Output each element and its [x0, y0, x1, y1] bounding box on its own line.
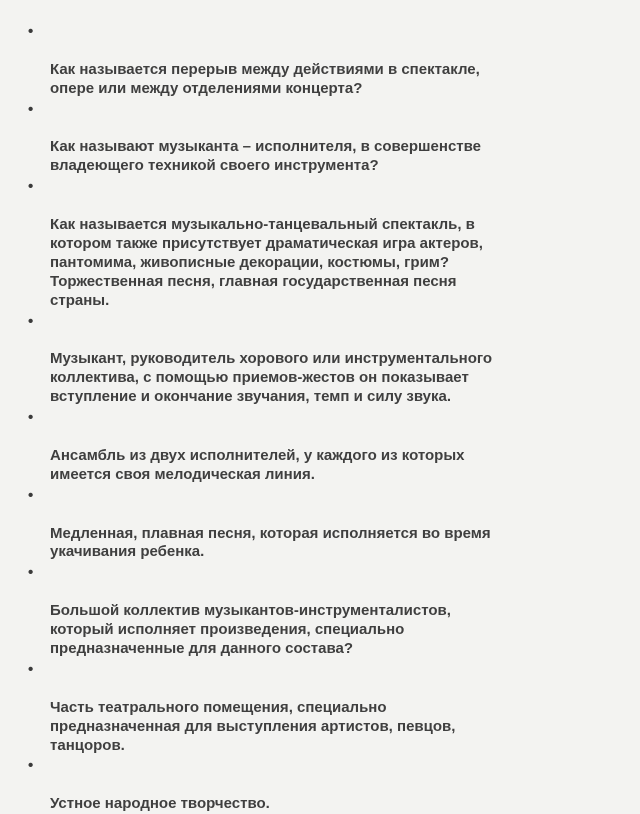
question-list — [28, 23, 620, 814]
question-text-4: Музыкант, руководитель хорового или инструментального коллектива, с помощью приемов-жестов он показывает вступление и окончание звучания, темп и силу звука. — [50, 350, 493, 406]
question-text-8: Часть театрального помещения, специально предназначенная для выступления артистов, певцов, танцоров. — [50, 698, 456, 754]
question-item-6 — [28, 487, 620, 563]
bullet-icon: • — [28, 660, 34, 678]
question-text-9: Устное народное творчество. — [50, 795, 270, 813]
bullet-icon: • — [28, 757, 34, 775]
question-item-9 — [28, 757, 620, 814]
bullet-icon: • — [28, 486, 34, 504]
question-item-1 — [28, 23, 620, 99]
bullet-icon: • — [28, 23, 34, 40]
bullet-icon: • — [28, 312, 34, 330]
question-item-4 — [28, 313, 620, 408]
bullet-icon: • — [28, 100, 34, 118]
question-text-2: Как называют музыканта – исполнителя, в совершенстве владеющего техникой своего инструмента? — [50, 138, 482, 175]
question-item-8 — [28, 661, 620, 756]
bullet-icon: • — [28, 564, 34, 582]
question-text-6: Медленная, плавная песня, которая исполняется во время укачивания ребенка. — [50, 524, 491, 561]
question-item-3 — [28, 178, 620, 310]
question-item-5 — [28, 409, 620, 485]
bullet-icon: • — [28, 178, 34, 196]
question-text-3: Как называется музыкально-танцевальный спектакль, в котором также присутствует драматическая игра актеров, пантомима, живописные декорации, костюмы, грим? Торжественная песня, главная государственная песня страны. — [50, 216, 483, 309]
question-text-5: Ансамбль из двух исполнителей, у каждого из которых имеется своя мелодическая линия. — [50, 446, 465, 483]
question-item-7 — [28, 564, 620, 659]
question-item-2 — [28, 101, 620, 177]
question-text-7: Большой коллектив музыкантов-инструменталистов, который исполняет произведения, специально предназначенные для данного состава? — [50, 602, 451, 657]
bullet-icon: • — [28, 409, 34, 427]
question-text-1: Как называется перерыв между действиями в спектакле, опере или между отделениями концерта? — [50, 60, 480, 97]
